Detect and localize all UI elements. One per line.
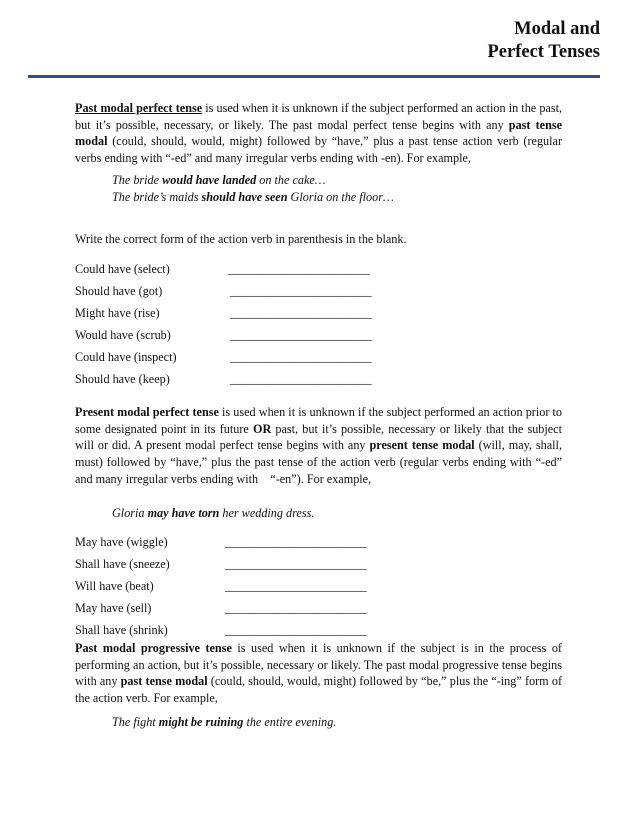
example-verb: should have seen	[201, 190, 288, 204]
exercise-row	[75, 306, 475, 324]
paragraph-text: is used when it is unknown if the subject performed an action prior to some designated point in its future	[75, 405, 563, 436]
exercise-prompt: Could have (inspect)	[75, 350, 177, 364]
example-text: The bride’s maids	[112, 190, 202, 204]
exercise-row	[75, 284, 475, 302]
instruction: Write the correct form of the action verb in parenthesis in the blank.	[75, 232, 407, 246]
exercise-prompt: Might have (rise)	[75, 306, 160, 320]
exercise-row	[75, 535, 475, 553]
example-text: The fight	[112, 715, 159, 729]
exercise-prompt: Should have (keep)	[75, 372, 170, 386]
exercise-prompt: Would have (scrub)	[75, 328, 171, 342]
exercise-row	[75, 350, 475, 368]
answer-blank[interactable]: ________________________	[225, 535, 367, 549]
example-sentence	[112, 172, 326, 188]
answer-blank[interactable]: ________________________	[230, 328, 372, 342]
example-text: her wedding dress.	[219, 506, 315, 520]
exercise-prompt: Shall have (shrink)	[75, 623, 168, 637]
exercise-prompt: May have (sell)	[75, 601, 152, 615]
exercise-row	[75, 372, 475, 390]
header-divider	[28, 75, 600, 78]
paragraph-text: is used when it is unknown if the subject performed an action in the past, but it’s possible, necessary, or likely. The past modal perfect tense begins with any	[75, 101, 562, 132]
example-sentence	[112, 714, 336, 730]
answer-blank[interactable]: ________________________	[225, 579, 367, 593]
example-text: the entire evening.	[243, 715, 337, 729]
term-present-modal-perfect: Present modal perfect tense	[75, 405, 219, 419]
answer-blank[interactable]: ________________________	[225, 601, 367, 615]
example-text: Gloria	[112, 506, 148, 520]
paragraph-text: (will, may, shall, must) followed by “have,” plus the past tense of the action verb (regular verbs ending with “-ed” and many irregular verbs ending with “-en”). For example,	[75, 438, 562, 486]
title-line-1: Modal and	[514, 19, 600, 39]
paragraph-text: is used when it is unknown if the subject is in the process of performing an action, but it’s possible, necessary or likely. The past modal progressive tense begins with any	[75, 641, 562, 689]
exercise-row	[75, 601, 475, 619]
example-text: Gloria on the floor…	[287, 190, 394, 204]
exercise-prompt: Could have (select)	[75, 262, 170, 276]
example-verb: would have landed	[162, 173, 257, 187]
title-line-2: Perfect Tenses	[487, 42, 600, 62]
exercise-prompt: May have (wiggle)	[75, 535, 168, 549]
exercise-row	[75, 623, 475, 641]
bold-phrase: present tense modal	[369, 438, 475, 453]
answer-blank[interactable]: ________________________	[230, 350, 372, 364]
answer-blank[interactable]: ________________________	[230, 306, 372, 320]
exercise-row	[75, 557, 475, 575]
exercise-prompt: Shall have (sneeze)	[75, 557, 170, 571]
paragraph-text: past, but it’s possible, necessary or likely that the subject will or did. A present modal perfect tense begins with any	[75, 421, 562, 453]
page-title	[487, 18, 600, 64]
example-text: The bride	[112, 173, 163, 187]
example-sentence	[112, 189, 394, 205]
past-modal-progressive-paragraph	[75, 640, 562, 707]
example-sentence	[112, 505, 314, 521]
example-verb: may have torn	[147, 506, 220, 520]
term-past-modal-progressive: Past modal progressive tense	[75, 641, 232, 655]
paragraph-text: (could, should, would, might) followed by “have,” plus a past tense action verb (regular verbs ending with “-ed” and many irregular verbs ending with -en). For example,	[75, 134, 562, 166]
answer-blank[interactable]: ________________________	[230, 284, 372, 298]
exercise-row	[75, 579, 475, 597]
exercise-row	[75, 262, 475, 280]
bold-phrase: OR	[252, 421, 272, 436]
exercise-prompt: Will have (beat)	[75, 579, 154, 593]
bold-phrase: past tense modal	[75, 117, 562, 149]
example-text: on the cake…	[256, 173, 326, 187]
bold-phrase: past tense modal	[120, 674, 208, 689]
answer-blank[interactable]: ________________________	[228, 262, 370, 276]
past-modal-perfect-paragraph	[75, 100, 562, 167]
paragraph-text: (could, should, would, might) followed by “be,” plus the “-ing” form of the action verb. For example,	[75, 674, 562, 706]
answer-blank[interactable]: ________________________	[230, 372, 372, 386]
term-past-modal-perfect: Past modal perfect tense	[75, 101, 203, 115]
answer-blank[interactable]: ________________________	[225, 623, 367, 637]
exercise-prompt: Should have (got)	[75, 284, 163, 298]
answer-blank[interactable]: ________________________	[225, 557, 367, 571]
exercise-row	[75, 328, 475, 346]
example-verb: might be ruining	[158, 715, 244, 729]
present-modal-perfect-paragraph	[75, 404, 562, 488]
